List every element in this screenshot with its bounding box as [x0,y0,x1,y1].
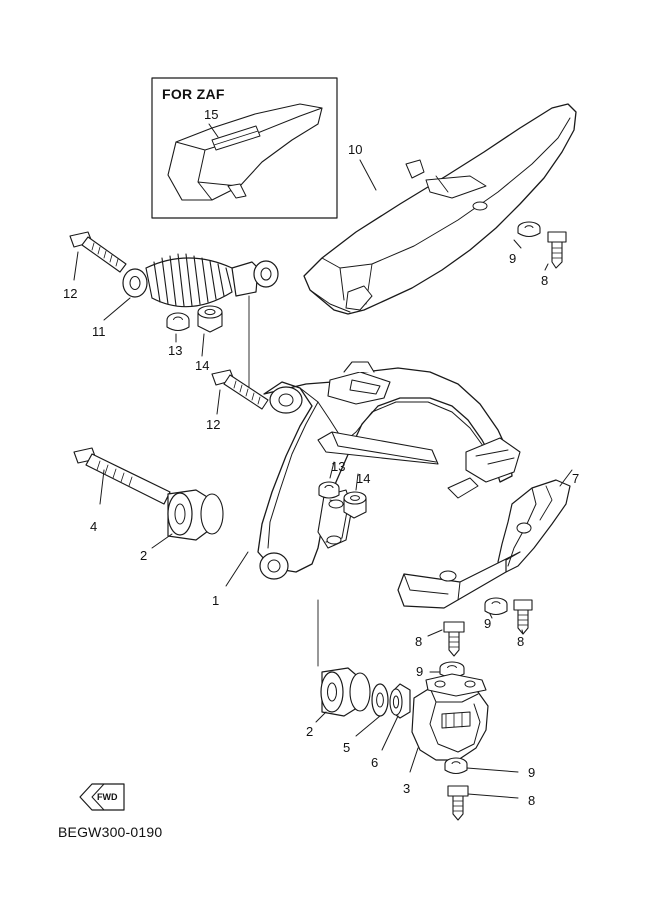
callout-14-lower: 14 [356,471,371,486]
callout-3: 3 [403,781,411,796]
part-12-bolt-upper [70,232,126,280]
part-1-rear-arm [226,362,520,586]
callout-13-lower: 13 [331,459,346,474]
callout-13-upper: 13 [168,343,183,358]
callout-8-bottom: 8 [528,793,536,808]
callout-9-bottom: 9 [528,765,536,780]
callout-10: 10 [348,142,363,157]
part-2-bushing-lower [316,600,370,722]
fwd-label: FWD [97,792,118,802]
inset-title: FOR ZAF [162,86,225,102]
part-13-collar-upper [167,313,189,342]
callout-9-mid: 9 [484,616,492,631]
callout-6: 6 [371,755,379,770]
callout-1: 1 [212,593,220,608]
part-8-bolt-top [545,232,566,270]
part-8-bolt-right [514,600,532,634]
part-4-pivot-shaft [74,448,170,504]
part-9-washer-top [514,222,540,248]
callout-9-top: 9 [509,251,517,266]
part-12-bolt-lower [212,370,268,414]
part-9-washer-bottom [445,758,518,774]
callout-2-left: 2 [140,548,148,563]
part-9-washer-mid [485,598,507,618]
part-14-nut-upper [198,306,222,356]
callout-9-lower: 9 [416,664,424,679]
callout-8-top: 8 [541,273,549,288]
callout-8-mid: 8 [415,634,423,649]
part-8-bolt-mid [428,622,464,656]
callout-8-right: 8 [517,634,525,649]
callout-5: 5 [343,740,351,755]
callout-12-upper: 12 [63,286,78,301]
callout-15: 15 [204,107,219,122]
callout-11: 11 [92,324,106,339]
part-3-lower-bracket [410,674,488,772]
callout-4: 4 [90,519,98,534]
part-11-shock-absorber [104,254,278,392]
part-7-chain-guide [398,470,572,608]
callout-2-lower: 2 [306,724,314,739]
callout-7: 7 [572,471,580,486]
part-8-bolt-bottom [448,786,518,820]
callout-14-upper: 14 [195,358,210,373]
callout-12-lower: 12 [206,417,221,432]
part-code: BEGW300-0190 [58,824,163,840]
part-10-chain-cover [304,104,576,314]
